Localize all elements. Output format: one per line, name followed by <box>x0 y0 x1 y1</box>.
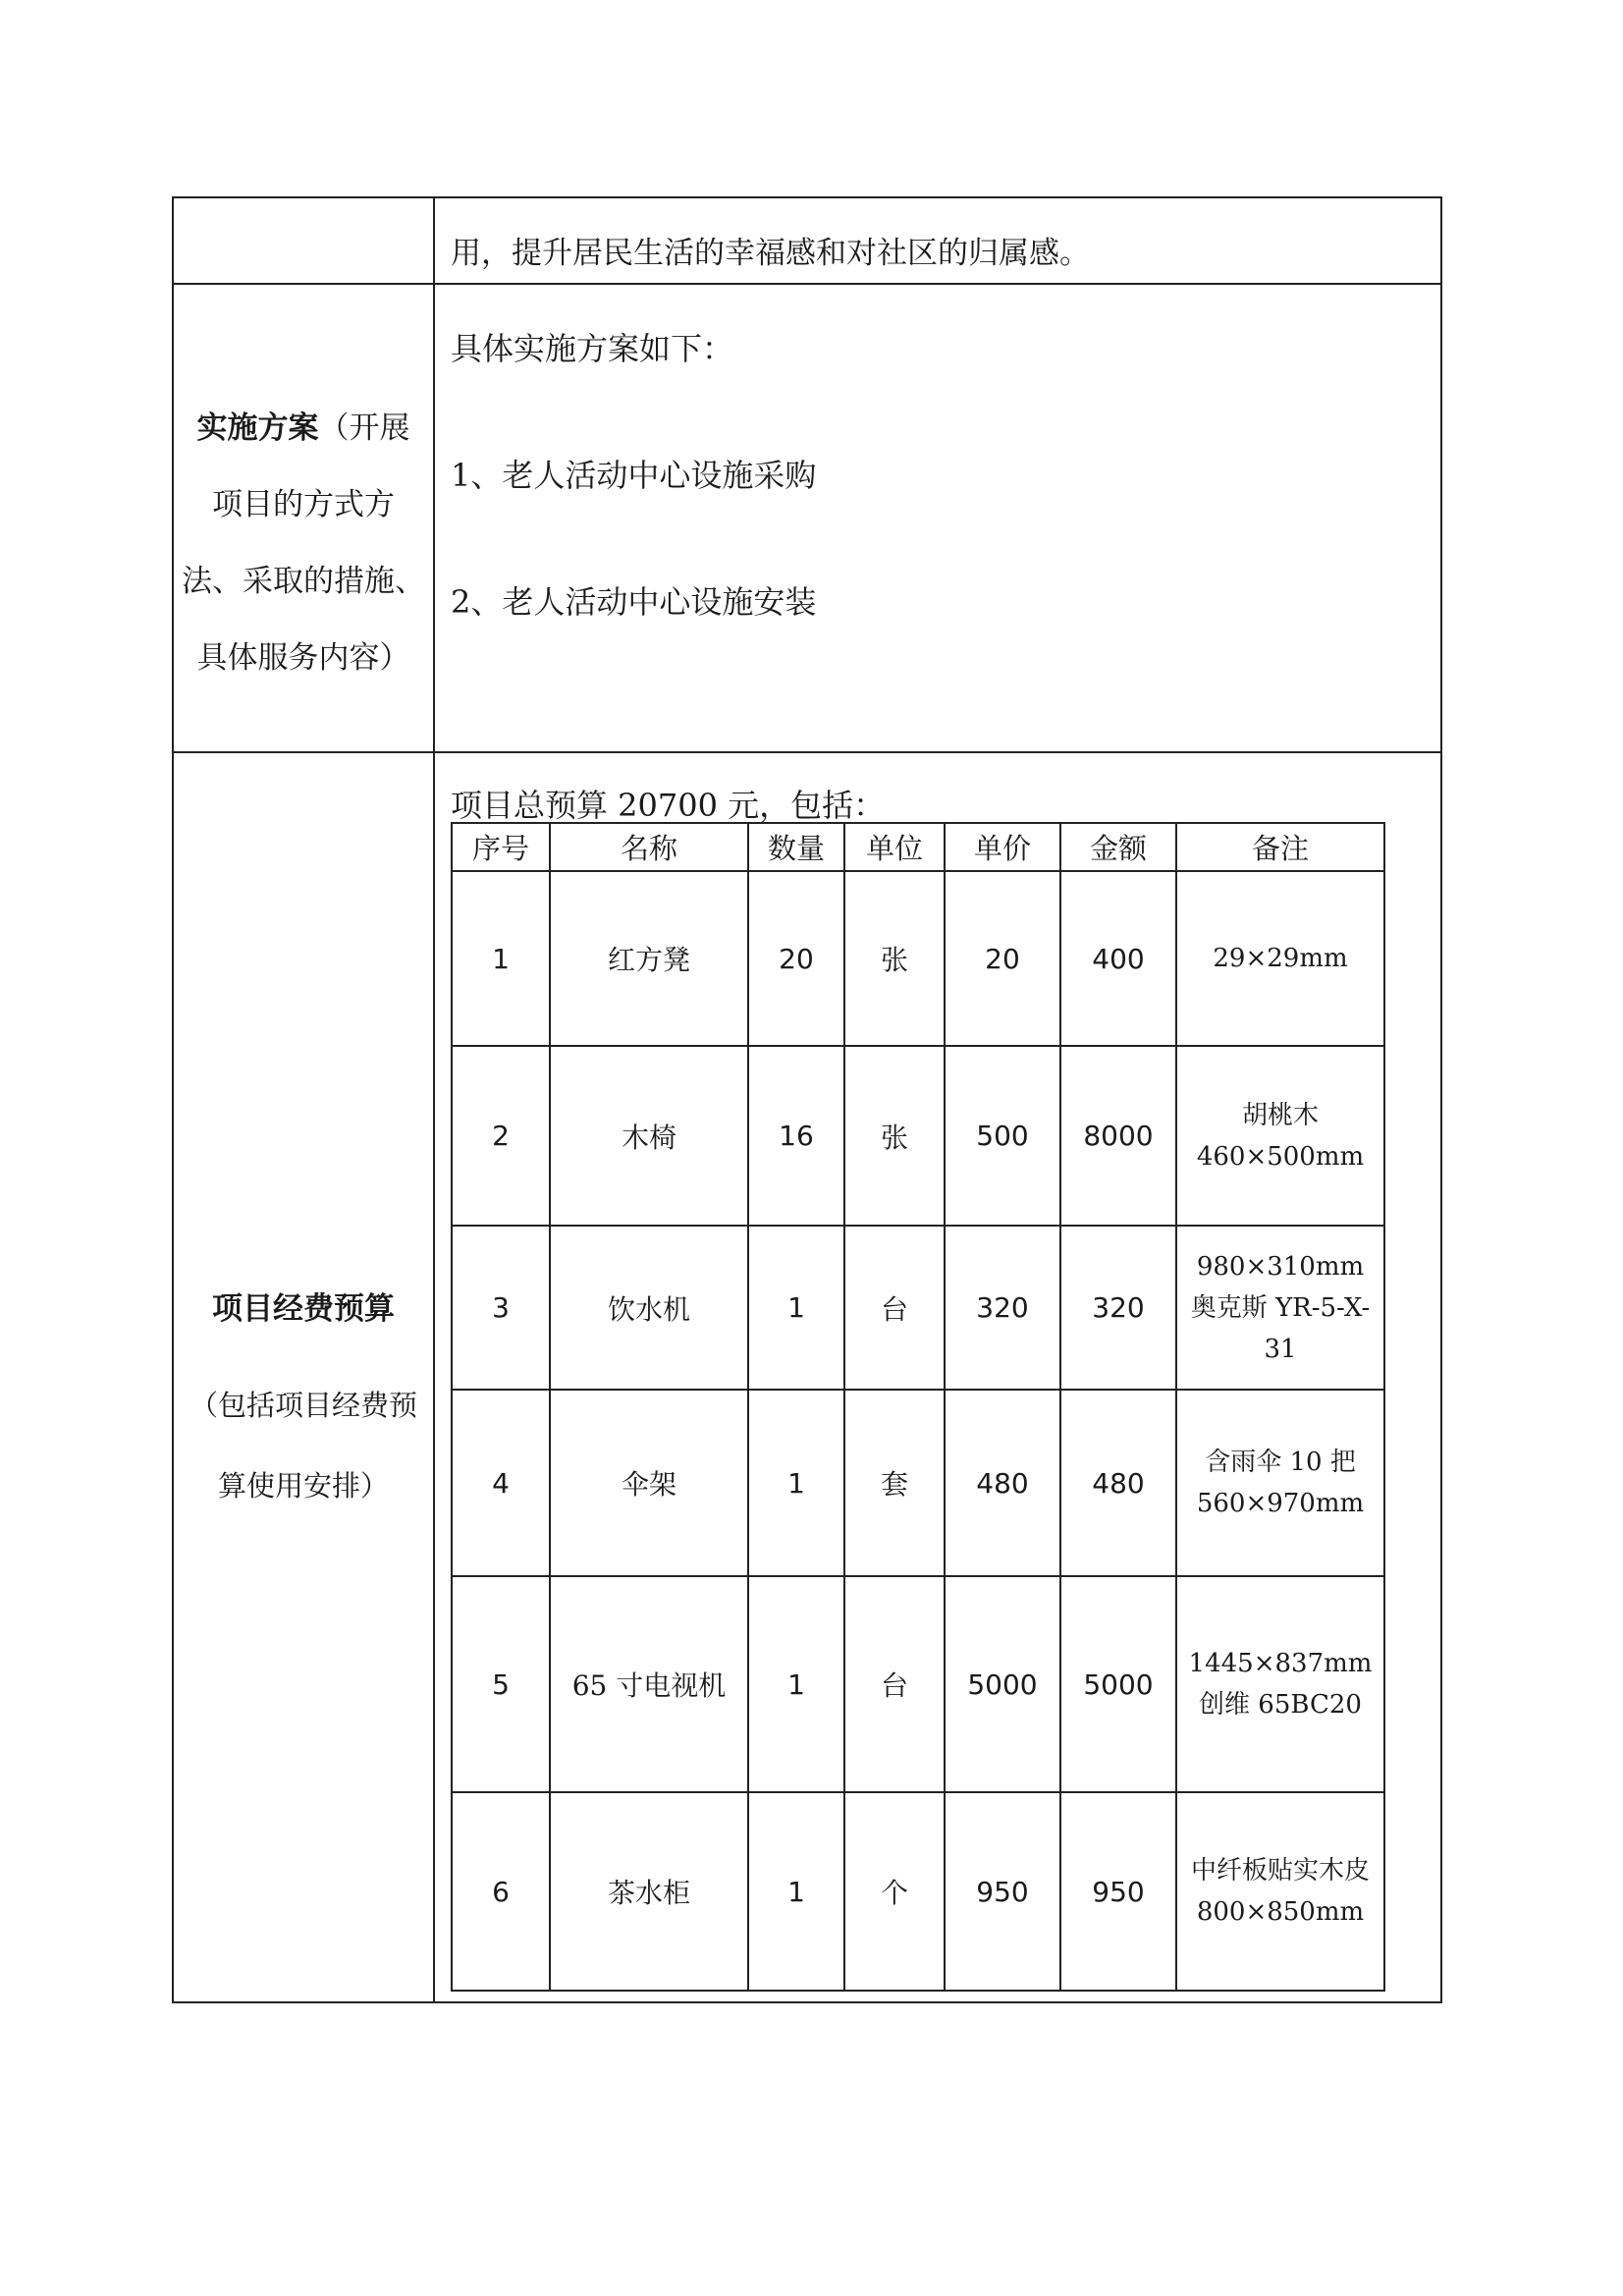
budget-label-sub-1: （包括项目经费预 <box>189 1389 417 1422</box>
item-unit: 台 <box>844 1576 945 1792</box>
item-name: 65 寸电视机 <box>550 1576 748 1792</box>
budget-total: 项目总预算 20700 元，包括： <box>451 787 886 824</box>
item-qty: 20 <box>748 871 844 1046</box>
plan-label-line-2: 项目的方式方 <box>212 487 395 522</box>
item-price: 500 <box>945 1046 1060 1226</box>
plan-step-1: 1、老人活动中心设施采购 <box>451 457 817 494</box>
plan-content <box>435 285 1440 623</box>
item-note: 胡桃木 460×500mm <box>1176 1046 1384 1226</box>
item-no: 1 <box>452 871 550 1046</box>
plan-label-line-3: 法、采取的措施、 <box>182 564 425 599</box>
budget-label-sub-2: 算使用安排） <box>217 1469 389 1503</box>
item-qty: 1 <box>748 1390 844 1576</box>
item-price: 480 <box>945 1390 1060 1576</box>
budget-items-table <box>451 822 1385 1992</box>
plan-label-line-1: （开展 <box>318 410 410 446</box>
item-unit: 张 <box>844 1046 945 1226</box>
item-name: 木椅 <box>550 1046 748 1226</box>
continuation-label-cell <box>173 197 434 284</box>
continuation-text: 用，提升居民生活的幸福感和对社区的归属感。 <box>451 236 1090 271</box>
item-note: 980×310mm 奥克斯 YR-5-X-31 <box>1176 1226 1384 1390</box>
plan-intro: 具体实施方案如下： <box>451 330 734 367</box>
continuation-content-cell <box>434 197 1441 284</box>
budget-label-title: 项目经费预算 <box>212 1291 395 1327</box>
item-qty: 1 <box>748 1576 844 1792</box>
item-qty: 1 <box>748 1226 844 1390</box>
plan-label-cell <box>173 284 434 752</box>
item-amount: 8000 <box>1060 1046 1176 1226</box>
application-form-table <box>172 196 1442 2003</box>
item-name: 茶水柜 <box>550 1792 748 1991</box>
item-price: 20 <box>945 871 1060 1046</box>
item-amount: 400 <box>1060 871 1176 1046</box>
header-no: 序号 <box>452 823 550 871</box>
table-row <box>452 1226 1384 1390</box>
budget-label-cell <box>173 752 434 2002</box>
item-qty: 16 <box>748 1046 844 1226</box>
table-row <box>452 1390 1384 1576</box>
item-no: 4 <box>452 1390 550 1576</box>
plan-content-cell <box>434 284 1441 752</box>
header-price: 单价 <box>945 823 1060 871</box>
item-note: 含雨伞 10 把 560×970mm <box>1176 1390 1384 1576</box>
header-name: 名称 <box>550 823 748 871</box>
item-price: 5000 <box>945 1576 1060 1792</box>
item-name: 伞架 <box>550 1390 748 1576</box>
header-amount: 金额 <box>1060 823 1176 871</box>
item-unit: 张 <box>844 871 945 1046</box>
budget-label <box>174 753 433 1526</box>
item-unit: 个 <box>844 1792 945 1991</box>
item-no: 5 <box>452 1576 550 1792</box>
item-unit: 套 <box>844 1390 945 1576</box>
item-note: 中纤板贴实木皮 800×850mm <box>1176 1792 1384 1991</box>
plan-label-bold: 实施方案 <box>196 410 319 446</box>
item-amount: 320 <box>1060 1226 1176 1390</box>
table-row <box>452 1576 1384 1792</box>
item-amount: 950 <box>1060 1792 1176 1991</box>
table-row <box>452 871 1384 1046</box>
plan-row <box>173 284 1441 752</box>
table-row <box>452 1046 1384 1226</box>
item-amount: 480 <box>1060 1390 1176 1576</box>
plan-label <box>174 285 433 696</box>
item-name: 红方凳 <box>550 871 748 1046</box>
item-unit: 台 <box>844 1226 945 1390</box>
item-amount: 5000 <box>1060 1576 1176 1792</box>
item-no: 6 <box>452 1792 550 1991</box>
item-price: 320 <box>945 1226 1060 1390</box>
budget-content-cell <box>434 752 1441 2002</box>
budget-header-row <box>452 823 1384 871</box>
item-no: 3 <box>452 1226 550 1390</box>
budget-label-sub <box>174 1365 433 1526</box>
continuation-row <box>173 197 1441 284</box>
item-note: 29×29mm <box>1176 871 1384 1046</box>
header-note: 备注 <box>1176 823 1384 871</box>
header-unit: 单位 <box>844 823 945 871</box>
item-no: 2 <box>452 1046 550 1226</box>
item-name: 饮水机 <box>550 1226 748 1390</box>
plan-label-line-4: 具体服务内容） <box>196 640 410 676</box>
table-row <box>452 1792 1384 1991</box>
header-qty: 数量 <box>748 823 844 871</box>
item-note: 1445×837mm 创维 65BC20 <box>1176 1576 1384 1792</box>
item-price: 950 <box>945 1792 1060 1991</box>
budget-row <box>173 752 1441 2002</box>
plan-step-2: 2、老人活动中心设施安装 <box>451 583 817 621</box>
item-qty: 1 <box>748 1792 844 1991</box>
